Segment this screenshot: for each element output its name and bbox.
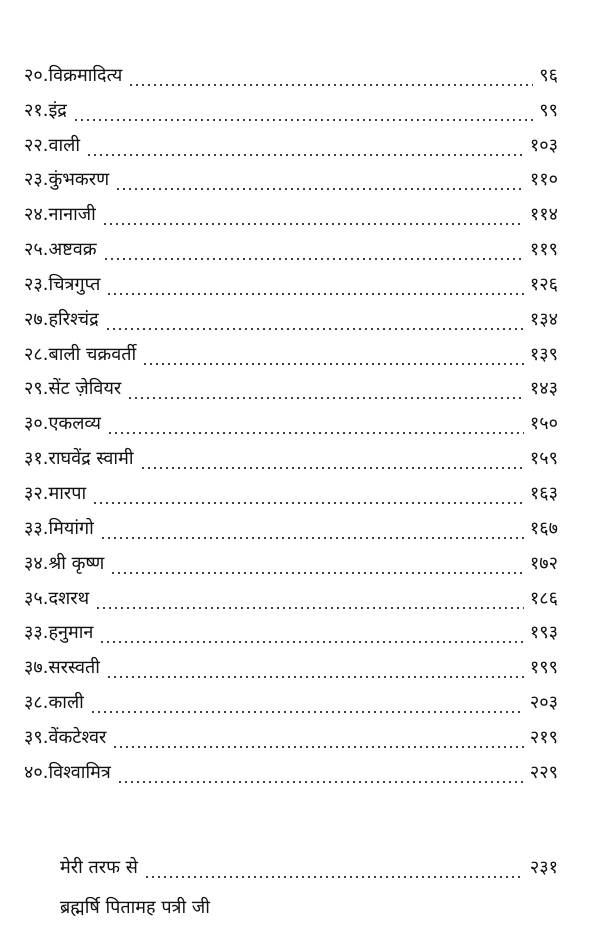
dot-leader (117, 756, 524, 790)
entry-number: ३५. (24, 587, 49, 609)
entry-title: मियांगो (48, 517, 94, 539)
entry-page-number: १७२ (529, 552, 558, 574)
dot-leader (90, 686, 524, 720)
toc-entry[interactable] (24, 546, 558, 581)
dot-leader (106, 651, 524, 685)
appendix-entries (60, 845, 558, 925)
toc-entry[interactable] (24, 267, 558, 302)
dot-leader (95, 582, 524, 616)
toc-entry[interactable] (24, 197, 558, 232)
entry-title: ब्रह्मर्षि पितामह पत्री जी (60, 897, 210, 918)
entry-page-number: ९६ (539, 64, 558, 86)
entry-page-number: १९३ (529, 622, 558, 644)
entry-title: सरस्वती (48, 657, 100, 679)
entry-title: सेंट ज़ेवियर (48, 378, 122, 400)
toc-entry[interactable] (24, 616, 558, 651)
entry-title: इंद्र (48, 99, 67, 121)
toc-entry[interactable] (24, 720, 558, 755)
entry-number: २०. (24, 64, 49, 86)
entry-number: ३४. (24, 552, 49, 574)
dot-leader (128, 59, 533, 93)
entry-number: ३२. (24, 482, 49, 504)
entry-page-number: १०३ (529, 134, 558, 156)
entry-title: श्री कृष्ण (48, 552, 105, 574)
toc-entry[interactable] (24, 58, 558, 93)
dot-leader (127, 372, 524, 406)
entry-page-number: १५९ (529, 448, 558, 470)
dot-leader (92, 477, 524, 511)
dot-leader (73, 94, 533, 128)
entry-title: नानाजी (48, 204, 96, 226)
entry-title: दशरथ (48, 587, 90, 609)
entry-number: ३३. (24, 622, 49, 644)
entry-number: २४. (24, 204, 49, 226)
toc-entry[interactable] (24, 755, 558, 790)
entry-title: कुंभकरण (48, 169, 110, 191)
entry-title: अष्टवक्र (48, 239, 97, 261)
entry-page-number: ११४ (529, 204, 558, 226)
toc-entry[interactable] (24, 441, 558, 476)
entry-page-number: २०३ (529, 692, 558, 714)
dot-leader (86, 129, 524, 163)
entry-number: २३. (24, 273, 49, 295)
toc-entry[interactable] (24, 93, 558, 128)
entry-page-number: २१९ (529, 726, 558, 748)
dot-leader (144, 851, 524, 885)
toc-entry[interactable] (24, 406, 558, 441)
entry-page-number: १३४ (529, 308, 558, 330)
toc-entry[interactable] (24, 372, 558, 407)
entry-number: ४०. (24, 761, 49, 783)
dot-leader (100, 512, 524, 546)
entry-number: २७. (24, 308, 49, 330)
entry-page-number: १८६ (529, 587, 558, 609)
entry-number: २५. (24, 239, 49, 261)
entry-page-number: ९९ (539, 99, 558, 121)
entry-number: २३. (24, 169, 49, 191)
toc-entry[interactable] (24, 476, 558, 511)
entry-number: ३०. (24, 413, 49, 435)
toc-entry[interactable] (24, 581, 558, 616)
entry-number: २१. (24, 99, 49, 121)
entry-number: २२. (24, 134, 49, 156)
entry-page-number: १६३ (529, 482, 558, 504)
entry-title: मेरी तरफ से (60, 857, 138, 878)
entry-number: ३९. (24, 726, 49, 748)
dot-leader (107, 407, 524, 441)
entry-page-number: २२९ (529, 761, 558, 783)
entry-page-number: १५० (529, 413, 558, 435)
toc-entry[interactable] (24, 337, 558, 372)
entry-page-number: १३९ (529, 343, 558, 365)
entry-page-number: ११९ (529, 239, 558, 261)
entry-number: ३८. (24, 692, 49, 714)
toc-entry-meri-taraf-se[interactable] (60, 845, 558, 885)
entry-page-number: १९९ (529, 657, 558, 679)
toc-entry-brahmarshi[interactable] (60, 885, 558, 925)
entry-title: एकलव्य (48, 413, 102, 435)
entry-title: विक्रमादित्य (48, 64, 123, 86)
dot-leader (102, 198, 524, 232)
entry-title: वेंकटेश्वर (48, 726, 107, 748)
entry-title: मारपा (48, 482, 87, 504)
entry-page-number: १६७ (529, 517, 558, 539)
dot-leader (103, 233, 524, 267)
entry-number: २८. (24, 343, 49, 365)
toc-entry[interactable] (24, 511, 558, 546)
entry-number: ३७. (24, 657, 49, 679)
entry-title: हनुमान (48, 622, 94, 644)
toc-entry[interactable] (24, 128, 558, 163)
entry-title: काली (48, 692, 84, 714)
entry-page-number: १४३ (529, 378, 558, 400)
entry-number: ३३. (24, 517, 49, 539)
entry-title: हरिश्चंद्र (48, 308, 99, 330)
entry-title: वाली (48, 134, 80, 156)
entry-title: विश्वामित्र (48, 761, 111, 783)
entry-number: ३१. (24, 448, 49, 470)
entry-page-number: ११० (529, 169, 558, 191)
entry-number: २९. (24, 378, 49, 400)
entry-page-number: २३१ (529, 857, 558, 878)
dot-leader (115, 163, 524, 197)
entry-page-number: १२६ (529, 273, 558, 295)
entry-title: बाली चक्रवर्ती (48, 343, 137, 365)
dot-leader (106, 268, 523, 302)
toc-entry[interactable] (24, 685, 558, 720)
toc-entry[interactable] (24, 302, 558, 337)
dot-leader (142, 338, 524, 372)
toc-entry[interactable] (24, 650, 558, 685)
dot-leader (110, 547, 524, 581)
dot-leader (140, 442, 524, 476)
toc-entry[interactable] (24, 163, 558, 198)
table-of-contents (24, 58, 558, 790)
dot-leader (112, 721, 524, 755)
toc-entry[interactable] (24, 232, 558, 267)
entry-title: राघवेंद्र स्वामी (48, 448, 134, 470)
entry-title: चित्रगुप्त (48, 273, 101, 295)
dot-leader (99, 616, 523, 650)
dot-leader (105, 303, 524, 337)
